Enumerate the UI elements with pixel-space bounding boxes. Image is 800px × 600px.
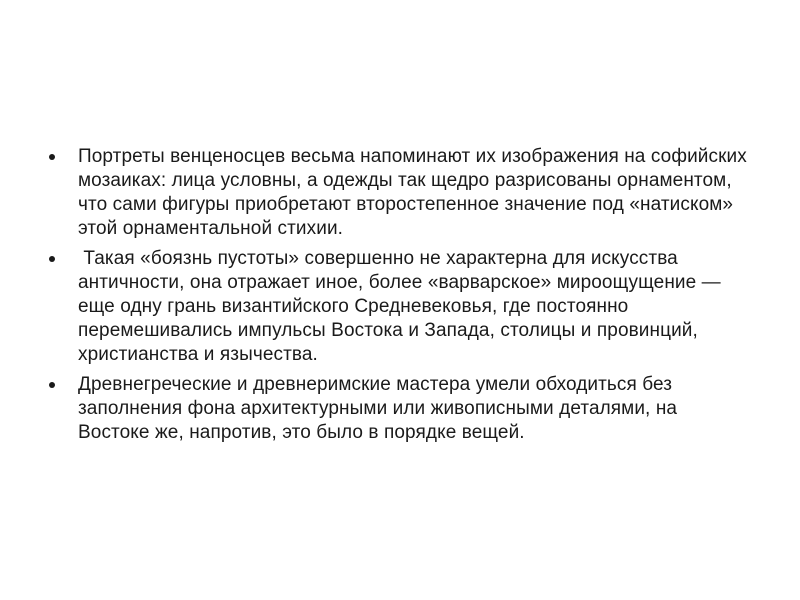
bullet-item: [44, 247, 749, 367]
bullet-text: Такая «боязнь пустоты» совершенно не характерна для искусства античности, она отражает иное, более «варварское» мироощущение — еще одну грань византийского Средневековья, где постоянно перемешивались импульсы Востока и Запада, столицы и провинций, христианства и язычества.: [78, 248, 727, 365]
bullet-icon: [49, 154, 55, 160]
bullet-list: [44, 145, 749, 451]
bullet-item: [44, 145, 749, 241]
bullet-icon: [49, 382, 55, 388]
bullet-item: [44, 373, 749, 445]
bullet-icon: [49, 256, 55, 262]
bullet-text: Древнегреческие и древнеримские мастера умели обходиться без заполнения фона архитектурными или живописными деталями, на Востоке же, напротив, это было в порядке вещей.: [78, 374, 678, 443]
bullet-text: Портреты венценосцев весьма напоминают их изображения на софийских мозаиках: лица условны, а одежды так щедро разрисованы орнаментом, что сами фигуры приобретают второстепенное значение под «натиском» этой орнаментальной стихии.: [78, 146, 747, 239]
